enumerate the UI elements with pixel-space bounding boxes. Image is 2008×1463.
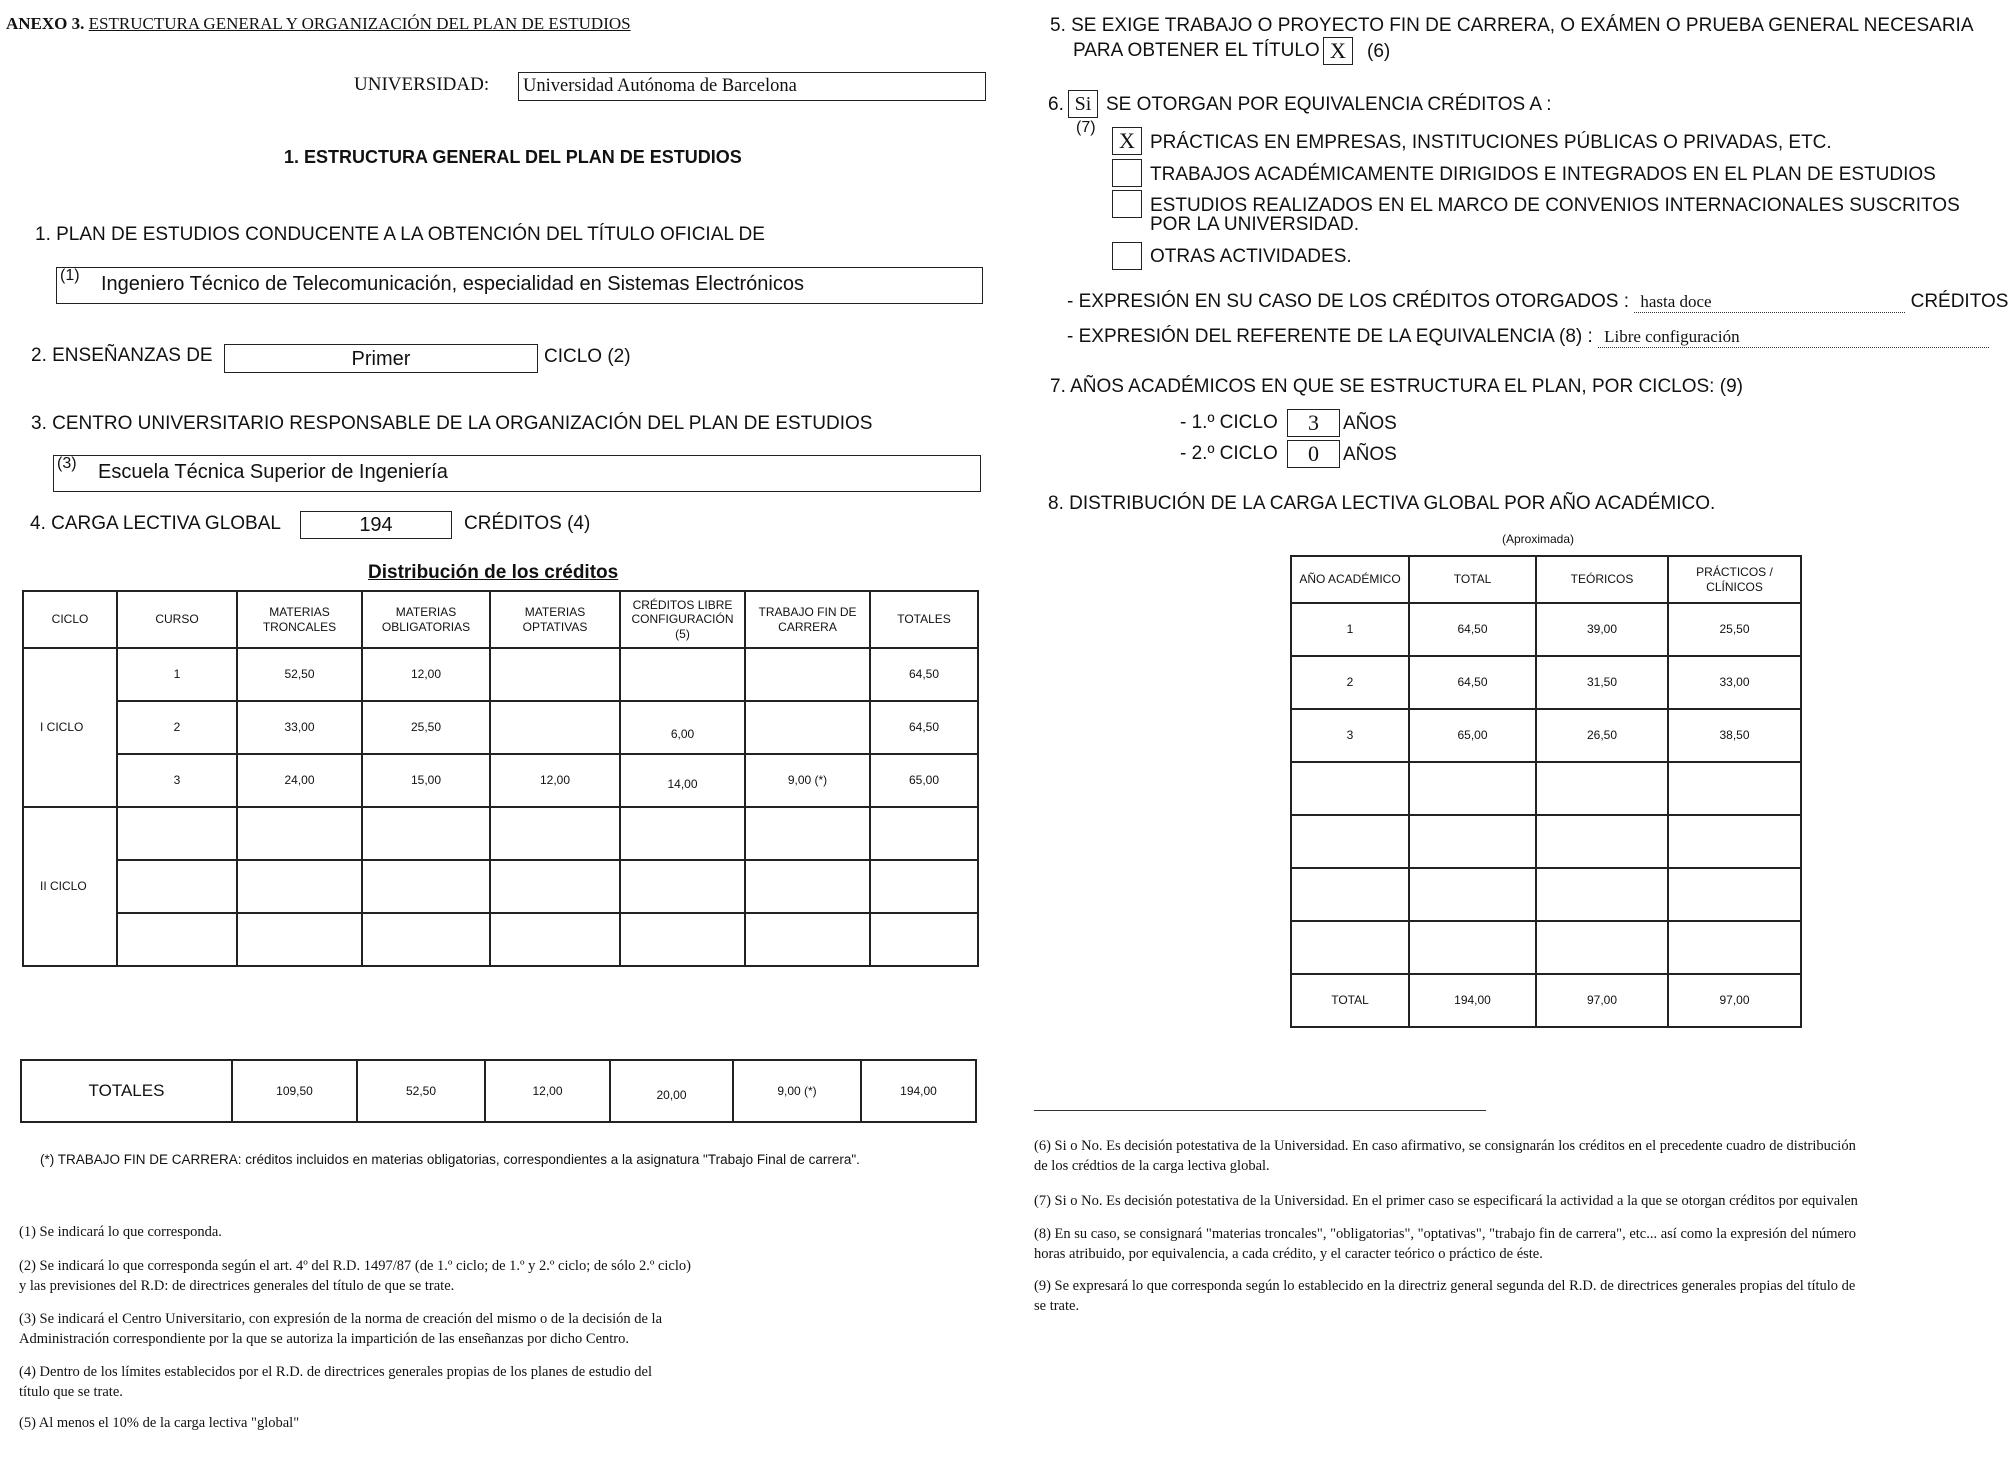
cell-year: 2 xyxy=(1291,656,1409,709)
distribution-title: Distribución de los créditos xyxy=(368,562,619,583)
cell-totales: 64,50 xyxy=(870,648,978,701)
item4-value: 194 xyxy=(359,514,393,536)
totals-row xyxy=(21,1060,976,1122)
year-header-total: TOTAL xyxy=(1409,556,1536,603)
cell-practicos: 25,50 xyxy=(1668,603,1801,656)
footnote-3: (3) Se indicará el Centro Universitario, con expresión de la norma de creación del mismo o de la decisión de la xyxy=(19,1311,663,1327)
cell-curso: 3 xyxy=(117,754,237,807)
item1-label: 1. PLAN DE ESTUDIOS CONDUCENTE A LA OBTENCIÓN DEL TÍTULO OFICIAL DE xyxy=(35,224,765,245)
cell-practicos: 33,00 xyxy=(1668,656,1801,709)
year-header-row xyxy=(1291,556,1801,603)
distribution-table xyxy=(22,590,979,967)
cell-total: 64,50 xyxy=(1409,603,1536,656)
option-label-trabajos: TRABAJOS ACADÉMICAMENTE DIRIGIDOS E INTEGRADOS EN EL PLAN DE ESTUDIOS xyxy=(1150,164,1936,185)
table-row xyxy=(1291,709,1801,762)
cell-year: 3 xyxy=(1291,709,1409,762)
year-total-total: 194,00 xyxy=(1409,974,1536,1027)
option-label-practicas: PRÁCTICAS EN EMPRESAS, INSTITUCIONES PÚBLICAS O PRIVADAS, ETC. xyxy=(1150,132,1832,153)
table-row xyxy=(1291,762,1801,815)
item7-cycle2-value: 0 xyxy=(1287,440,1340,468)
item8-sub: (Aproximada) xyxy=(1502,532,1575,546)
year-total-label: TOTAL xyxy=(1291,974,1409,1027)
annex-header xyxy=(6,14,631,34)
footnote-9-cont: se trate. xyxy=(1034,1298,1080,1314)
cell-trabajo xyxy=(745,648,870,701)
item2-field xyxy=(224,344,538,373)
option-label-estudios-cont: POR LA UNIVERSIDAD. xyxy=(1150,214,1360,235)
cycle1-label: I CICLO xyxy=(23,648,117,807)
table-row xyxy=(23,754,978,807)
cell-obligatorias: 15,00 xyxy=(362,754,490,807)
item7-cycle2-label: - 2.º CICLO xyxy=(1180,443,1278,464)
header-curso: CURSO xyxy=(117,591,237,648)
header-obligatorias: MATERIAS OBLIGATORIAS xyxy=(362,591,490,648)
footnote-2: (2) Se indicará lo que corresponda según el art. 4º del R.D. 1497/87 (de 1.º ciclo; de 1.º y 2.º ciclo; de sólo 2.º ciclo) xyxy=(19,1258,691,1274)
cell-trabajo: 9,00 (*) xyxy=(745,754,870,807)
year-table xyxy=(1290,555,1802,1028)
cell-year: 1 xyxy=(1291,603,1409,656)
footnote-9: (9) Se expresará lo que corresponda según lo establecido en la directriz general segunda del R.D. de directrices generales propias del título de xyxy=(1034,1278,1856,1294)
footnote-4: (4) Dentro de los límites establecidos por el R.D. de directrices generales propias de los planes de estudio del xyxy=(19,1364,652,1380)
item3-field xyxy=(53,455,981,492)
annex-title: ESTRUCTURA GENERAL Y ORGANIZACIÓN DEL PLAN DE ESTUDIOS xyxy=(88,14,631,33)
item1-note: (1) xyxy=(60,267,80,284)
item5-line2: PARA OBTENER EL TÍTULO xyxy=(1073,40,1320,61)
cell-libre: 14,00 xyxy=(620,754,745,807)
option-checkbox-otras[interactable] xyxy=(1112,242,1142,270)
cell-trabajo xyxy=(745,701,870,754)
item1-value: Ingeniero Técnico de Telecomunicación, especialidad en Sistemas Electrónicos xyxy=(101,273,804,295)
item5-checkbox[interactable]: X xyxy=(1323,37,1353,65)
year-header-teoricos: TEÓRICOS xyxy=(1536,556,1668,603)
cell-optativas: 12,00 xyxy=(490,754,620,807)
footnote-1: (1) Se indicará lo que corresponda. xyxy=(19,1224,222,1240)
asterisk-note: (*) TRABAJO FIN DE CARRERA: créditos incluidos en materias obligatorias, correspondientes a la asignatura "Trabajo Final de carrera". xyxy=(40,1152,860,1167)
expr1-label: - EXPRESIÓN EN SU CASO DE LOS CRÉDITOS OTORGADOS : xyxy=(1067,291,1630,312)
option-label-otras: OTRAS ACTIVIDADES. xyxy=(1150,246,1352,267)
year-total-row xyxy=(1291,974,1801,1027)
totals-label: TOTALES xyxy=(21,1060,232,1122)
table-row xyxy=(23,701,978,754)
cell-curso: 2 xyxy=(117,701,237,754)
annex-label: ANEXO 3. xyxy=(6,14,85,33)
item6-note: (7) xyxy=(1076,119,1096,136)
footnote-4-cont: título que se trate. xyxy=(19,1384,123,1400)
item5-note: (6) xyxy=(1367,41,1391,62)
cell-troncales: 33,00 xyxy=(237,701,362,754)
table-row xyxy=(1291,656,1801,709)
header-ciclo: CICLO xyxy=(23,591,117,648)
cell-teoricos: 26,50 xyxy=(1536,709,1668,762)
cell-teoricos: 39,00 xyxy=(1536,603,1668,656)
item6-label: SE OTORGAN POR EQUIVALENCIA CRÉDITOS A : xyxy=(1106,94,1552,115)
cell-libre xyxy=(620,648,745,701)
table-row xyxy=(1291,868,1801,921)
header-totales: TOTALES xyxy=(870,591,978,648)
totals-trabajo: 9,00 (*) xyxy=(733,1060,861,1122)
totals-totales: 194,00 xyxy=(861,1060,976,1122)
item3-label: 3. CENTRO UNIVERSITARIO RESPONSABLE DE LA ORGANIZACIÓN DEL PLAN DE ESTUDIOS xyxy=(31,413,873,434)
item7-label: 7. AÑOS ACADÉMICOS EN QUE SE ESTRUCTURA EL PLAN, POR CICLOS: (9) xyxy=(1050,376,1743,397)
cycle2-label: II CICLO xyxy=(23,807,117,966)
footnote-8: (8) En su caso, se consignará "materias troncales", "obligatorias", "optativas", "trabajo fin de carrera", etc... así como la expresión del número xyxy=(1034,1226,1857,1242)
university-value: Universidad Autónoma de Barcelona xyxy=(523,76,797,96)
totals-libre: 20,00 xyxy=(610,1060,733,1122)
item2-suffix: CICLO (2) xyxy=(544,346,631,367)
item6-answer[interactable]: Si xyxy=(1068,90,1098,118)
item2-label: 2. ENSEÑANZAS DE xyxy=(31,345,213,366)
expr1-suffix: CRÉDITOS xyxy=(1910,291,2008,312)
totals-troncales: 109,50 xyxy=(232,1060,357,1122)
year-header-year: AÑO ACADÉMICO xyxy=(1291,556,1409,603)
item4-label: 4. CARGA LECTIVA GLOBAL xyxy=(30,513,281,534)
option-checkbox-trabajos[interactable] xyxy=(1112,159,1142,187)
item8-label: 8. DISTRIBUCIÓN DE LA CARGA LECTIVA GLOBAL POR AÑO ACADÉMICO. xyxy=(1048,493,1716,514)
header-trabajo: TRABAJO FIN DE CARRERA xyxy=(745,591,870,648)
item3-note: (3) xyxy=(57,455,77,472)
cell-total: 65,00 xyxy=(1409,709,1536,762)
totals-optativas: 12,00 xyxy=(485,1060,610,1122)
university-label: UNIVERSIDAD: xyxy=(354,74,490,95)
table-row xyxy=(23,648,978,701)
item5-line1: 5. SE EXIGE TRABAJO O PROYECTO FIN DE CARRERA, O EXÁMEN O PRUEBA GENERAL NECESARIA xyxy=(1050,15,1974,36)
cell-optativas xyxy=(490,701,620,754)
header-troncales: MATERIAS TRONCALES xyxy=(237,591,362,648)
totals-obligatorias: 52,50 xyxy=(357,1060,485,1122)
option-checkbox-practicas[interactable]: X xyxy=(1112,127,1142,155)
item1-field xyxy=(56,267,983,304)
item3-value: Escuela Técnica Superior de Ingeniería xyxy=(98,461,448,483)
year-total-practicos: 97,00 xyxy=(1668,974,1801,1027)
option-checkbox-estudios[interactable] xyxy=(1112,190,1142,218)
item4-suffix: CRÉDITOS (4) xyxy=(464,513,591,534)
cell-optativas xyxy=(490,648,620,701)
cell-total: 64,50 xyxy=(1409,656,1536,709)
header-libre: CRÉDITOS LIBRE CONFIGURACIÓN (5) xyxy=(620,591,745,648)
footnote-3-cont: Administración correspondiente por la que se autoriza la impartición de las enseñanzas por dicho Centro. xyxy=(19,1331,630,1347)
item4-field xyxy=(300,511,452,539)
footnote-2-cont: y las previsiones del R.D: de directrices generales del título de que se trate. xyxy=(19,1278,455,1294)
university-field xyxy=(518,72,986,101)
expr2-value: Libre configuración xyxy=(1598,327,1989,348)
item7-years-2: AÑOS xyxy=(1343,444,1397,465)
footnote-6-cont: de los crédtios de la carga lectiva global. xyxy=(1034,1158,1270,1174)
expr1-row xyxy=(1067,291,2008,313)
expr2-row xyxy=(1067,326,1989,348)
cell-obligatorias: 12,00 xyxy=(362,648,490,701)
totals-table xyxy=(20,1059,977,1123)
cell-obligatorias: 25,50 xyxy=(362,701,490,754)
item7-years-1: AÑOS xyxy=(1343,413,1397,434)
item6-number: 6. xyxy=(1048,94,1064,115)
item7-cycle1-label: - 1.º CICLO xyxy=(1180,412,1278,433)
header-optativas: MATERIAS OPTATIVAS xyxy=(490,591,620,648)
footnote-7: (7) Si o No. Es decisión potestativa de la Universidad. En el primer caso se especificará la actividad a la que se otorgan créditos por equivalen xyxy=(1034,1193,1858,1209)
table-row xyxy=(23,860,978,913)
table-row xyxy=(23,807,978,860)
footnote-5: (5) Al menos el 10% de la carga lectiva "global" xyxy=(19,1415,300,1431)
expr2-label: - EXPRESIÓN DEL REFERENTE DE LA EQUIVALENCIA (8) : xyxy=(1067,326,1593,347)
year-total-teoricos: 97,00 xyxy=(1536,974,1668,1027)
table-row xyxy=(1291,815,1801,868)
item2-value: Primer xyxy=(351,348,411,370)
table-row xyxy=(1291,603,1801,656)
option-label-estudios: ESTUDIOS REALIZADOS EN EL MARCO DE CONVENIOS INTERNACIONALES SUSCRITOS xyxy=(1150,195,1960,216)
year-header-practicos: PRÁCTICOS / CLÍNICOS xyxy=(1668,556,1801,603)
cell-troncales: 24,00 xyxy=(237,754,362,807)
cell-libre: 6,00 xyxy=(620,701,745,754)
expr1-value: hasta doce xyxy=(1634,292,1905,313)
cell-practicos: 38,50 xyxy=(1668,709,1801,762)
table-row xyxy=(23,913,978,966)
table-row xyxy=(1291,921,1801,974)
cell-totales: 65,00 xyxy=(870,754,978,807)
footnote-divider xyxy=(1034,1110,1486,1111)
cell-curso: 1 xyxy=(117,648,237,701)
item7-cycle1-value: 3 xyxy=(1287,409,1340,437)
footnote-8-cont: horas atribuido, por equivalencia, a cada crédito, y el caracter teórico o práctico de éste. xyxy=(1034,1246,1543,1262)
cell-troncales: 52,50 xyxy=(237,648,362,701)
footnote-6: (6) Si o No. Es decisión potestativa de la Universidad. En caso afirmativo, se consignarán los créditos en el precedente cuadro de distribución xyxy=(1034,1138,1856,1154)
cell-totales: 64,50 xyxy=(870,701,978,754)
section-title: 1. ESTRUCTURA GENERAL DEL PLAN DE ESTUDIOS xyxy=(284,147,742,167)
distribution-header-row xyxy=(23,591,978,648)
cell-teoricos: 31,50 xyxy=(1536,656,1668,709)
